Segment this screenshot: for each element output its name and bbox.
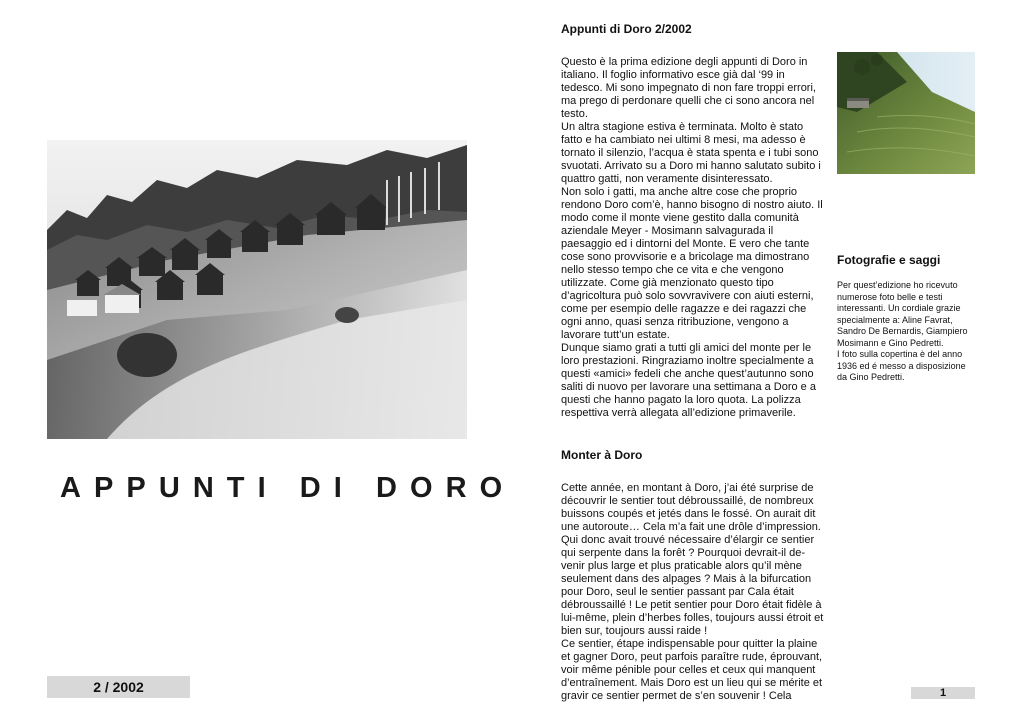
article-paragraph: Ce sentier, étape indispensable pour quitter la plaine et gagner Doro, peut parfois paraître rude, éprouvant, voir même pénible pour celles et ceux qui manquent d’entraînement. Mais Doro est un lieu qui se mérite et gravir ce sentier permet de s’en souvenir ! Cela bbox=[561, 638, 823, 702]
article-paragraph: Un altra stagione estiva è terminata. Molto è stato fatto e ha cambiato nei ultimi 8 mesi, ma adesso è tornato il silenzio, l’acqua è stata spenta e i tubi sono svuotati. Arrivato su a Doro mi hanno salutato subito i quattro gatti, non veramente disinteressato. bbox=[561, 121, 821, 185]
sidebar-column bbox=[837, 253, 977, 384]
article-paragraph: Cette année, en montant à Doro, j’ai été surprise de découvrir le sentier tout débroussaillé, de nombreux buissons coupés et jetés dans le fossé. On aurait dit une autoroute… Cela m’a fait une drôle d’impression. Qui donc avait trouvé nécessaire d’élargir ce sentier qui serpente dans la forêt ? Pourquoi devrait-il de-venir plus large et plus praticable alors qu’il mène seulement dans des alpages ? Mais à la bifurcation pour Doro, seul le sentier passant par Cala était débroussaillé ! Le petit sentier pour Doro était fidèle à lui-même, plein d’herbes folles, toujours aussi étroit et bien sur, toujours aussi raide ! bbox=[561, 482, 824, 637]
article-paragraph: Questo è la prima edizione degli appunti di Doro in italiano. Il foglio informativo esce già dal ‘99 in tedesco. Mi sono impegnato di non fare troppi errori, ma prego di perdonare quelli che ci sono ancora nel testo. bbox=[561, 56, 816, 120]
sidebar-paragraph: Per quest’edizione ho ricevuto numerose foto belle e testi interessanti. Un cordiale grazie specialmente a: Aline Favrat, Sandro De Bernardis, Giampiero Mosimann e Gino Pedretti. bbox=[837, 280, 968, 348]
page-number: 1 bbox=[911, 687, 975, 699]
article-paragraph: Dunque siamo grati a tutti gli amici del monte per le loro prestazioni. Ringraziamo inoltre specialmente a questi «amici» fedeli che anche quest’autunno sono saliti di nuovo per lavorare una settimana a Doro e a questi che hanno pagato la loro quota. La polizza respettiva verrà allegata all’edizione primaverile. bbox=[561, 342, 816, 419]
sidebar-heading: Fotografie e saggi bbox=[837, 253, 941, 267]
sidebar-paragraph: I foto sulla copertina è del anno 1936 ed é messo a disposizione da Gino Pedretti. bbox=[837, 349, 966, 382]
issue-number-badge: 2 / 2002 bbox=[47, 676, 190, 698]
article-paragraph: Non solo i gatti, ma anche altre cose che proprio rendono Doro com’è, hanno bisogno di nostro aiuto. Il modo come il monte viene gestito dalla comunità aziendale Meyer - Mosimann salvagurada il paesaggio ed i dintorni del Monte. E vero che tante cose sono provvisorie e a bricolage ma dimostrano nello stesso tempo che ce vita e che vengono utilizzate. Come già menzionato questo tipo d’agricoltura può solo sovvravivere con aiuti esterni, come per esempio delle ragazze e dei ragazzi che ogni anno, quasi senza ritribuzione, vengono a lavorare tutt’un estate. bbox=[561, 186, 823, 341]
hillside-photo bbox=[837, 52, 975, 174]
article-heading-monter: Monter à Doro bbox=[561, 448, 643, 462]
article-heading-appunti: Appunti di Doro 2/2002 bbox=[561, 22, 692, 36]
cover-title: APPUNTI DI DORO bbox=[60, 472, 516, 504]
cover-photo bbox=[47, 140, 467, 439]
main-column bbox=[561, 22, 826, 703]
article-section-monter bbox=[561, 448, 826, 703]
